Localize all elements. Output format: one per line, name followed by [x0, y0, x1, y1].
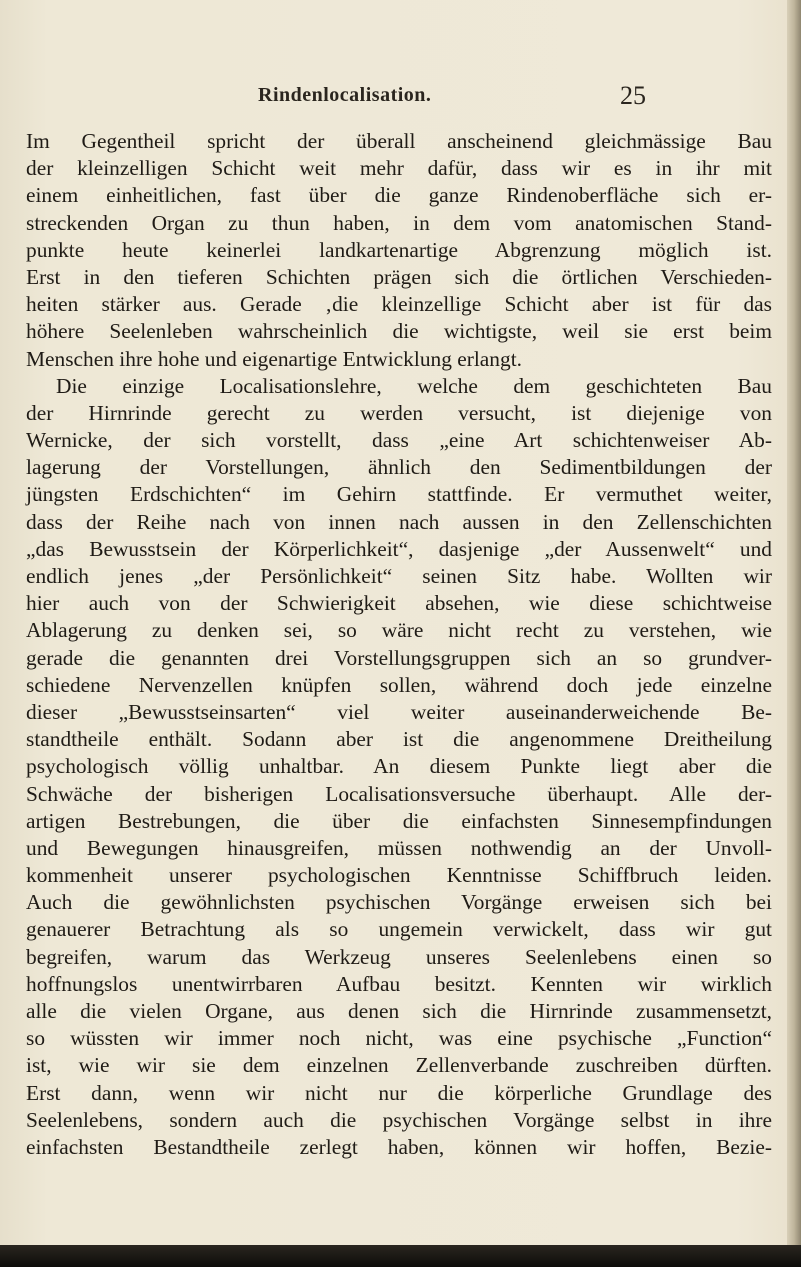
text-line: alle die vielen Organe, aus denen sich die Hirnrinde zusammensetzt, — [26, 999, 772, 1023]
page-edge-shadow — [787, 0, 801, 1267]
text-line: Wernicke, der sich vorstellt, dass „eine Art schichtenweiser Ab- — [26, 428, 772, 453]
running-head: Rindenlocalisation. — [258, 84, 432, 106]
text-line: begreifen, warum das Werkzeug unseres Seelenlebens einen so — [26, 944, 772, 969]
text-line: artigen Bestrebungen, die über die einfachsten Sinnesempfindungen — [26, 808, 772, 833]
text-line: dass der Reihe nach von innen nach aussen in den Zellenschichten — [26, 509, 772, 534]
text-line: endlich jenes „der Persönlichkeit“ seinen Sitz habe. Wollten wir — [26, 564, 772, 588]
text-line: punkte heute keinerlei landkartenartige Abgrenzung möglich ist. — [26, 237, 772, 262]
text-line: Seelenlebens, sondern auch die psychischen Vorgänge selbst in ihre — [26, 1107, 772, 1132]
text-line: heiten stärker aus. Gerade ‚die kleinzellige Schicht aber ist für das — [26, 292, 772, 317]
text-line: so wüssten wir immer noch nicht, was eine psychische „Function“ — [26, 1026, 772, 1051]
text-line: Erst dann, wenn wir nicht nur die körperliche Grundlage des — [26, 1080, 772, 1105]
text-line: höhere Seelenleben wahrscheinlich die wichtigste, weil sie erst beim — [26, 319, 772, 344]
text-line: jüngsten Erdschichten“ im Gehirn stattfinde. Er vermuthet weiter, — [26, 482, 772, 507]
text-line: ist, wie wir sie dem einzelnen Zellenverbande zuschreiben dürften. — [26, 1053, 772, 1078]
page-number: 25 — [620, 81, 646, 110]
text-line: streckenden Organ zu thun haben, in dem vom anatomischen Stand- — [26, 210, 772, 235]
text-line: Menschen ihre hohe und eigenartige Entwicklung erlangt. — [26, 346, 522, 371]
page-header — [0, 81, 801, 118]
text-line: standtheile enthält. Sodann aber ist die angenommene Dreitheilung — [26, 727, 772, 752]
text-line: Auch die gewöhnlichsten psychischen Vorgänge erweisen sich bei — [26, 890, 772, 915]
text-line: hoffnungslos unentwirrbaren Aufbau besitzt. Kennten wir wirklich — [26, 971, 772, 996]
text-line: Im Gegentheil spricht der überall anscheinend gleichmässige Bau — [26, 129, 772, 153]
text-line: einem einheitlichen, fast über die ganze Rindenoberfläche sich er- — [26, 183, 772, 208]
text-line: hier auch von der Schwierigkeit absehen, wie diese schichtweise — [26, 591, 772, 616]
text-line: der kleinzelligen Schicht weit mehr dafür, dass wir es in ihr mit — [26, 156, 772, 181]
body-text — [26, 128, 772, 1161]
text-line: kommenheit unserer psychologischen Kenntnisse Schiffbruch leiden. — [26, 863, 772, 888]
text-line: Erst in den tieferen Schichten prägen sich die örtlichen Verschieden- — [26, 264, 772, 289]
text-line: einfachsten Bestandtheile zerlegt haben, können wir hoffen, Bezie- — [26, 1134, 772, 1159]
text-line: Schwäche der bisherigen Localisationsversuche überhaupt. Alle der- — [26, 781, 772, 806]
text-line: „das Bewusstsein der Körperlichkeit“, dasjenige „der Aussenwelt“ und — [26, 536, 772, 561]
text-line: Ablagerung zu denken sei, so wäre nicht recht zu verstehen, wie — [26, 618, 772, 643]
text-line: schiedene Nervenzellen knüpfen sollen, während doch jede einzelne — [26, 672, 772, 697]
text-line: Die einzige Localisationslehre, welche dem geschichteten Bau — [56, 373, 772, 398]
scan-bottom-edge — [0, 1245, 801, 1267]
text-line: und Bewegungen hinausgreifen, müssen nothwendig an der Unvoll- — [26, 835, 772, 860]
text-line: lagerung der Vorstellungen, ähnlich den Sedimentbildungen der — [26, 455, 772, 480]
text-line: dieser „Bewusstseinsarten“ viel weiter auseinanderweichende Be- — [26, 699, 772, 724]
text-line: gerade die genannten drei Vorstellungsgruppen sich an so grundver- — [26, 645, 772, 670]
text-line: psychologisch völlig unhaltbar. An diesem Punkte liegt aber die — [26, 754, 772, 779]
text-line: der Hirnrinde gerecht zu werden versucht, ist diejenige von — [26, 400, 772, 425]
text-line: genauerer Betrachtung als so ungemein verwickelt, dass wir gut — [26, 917, 772, 942]
